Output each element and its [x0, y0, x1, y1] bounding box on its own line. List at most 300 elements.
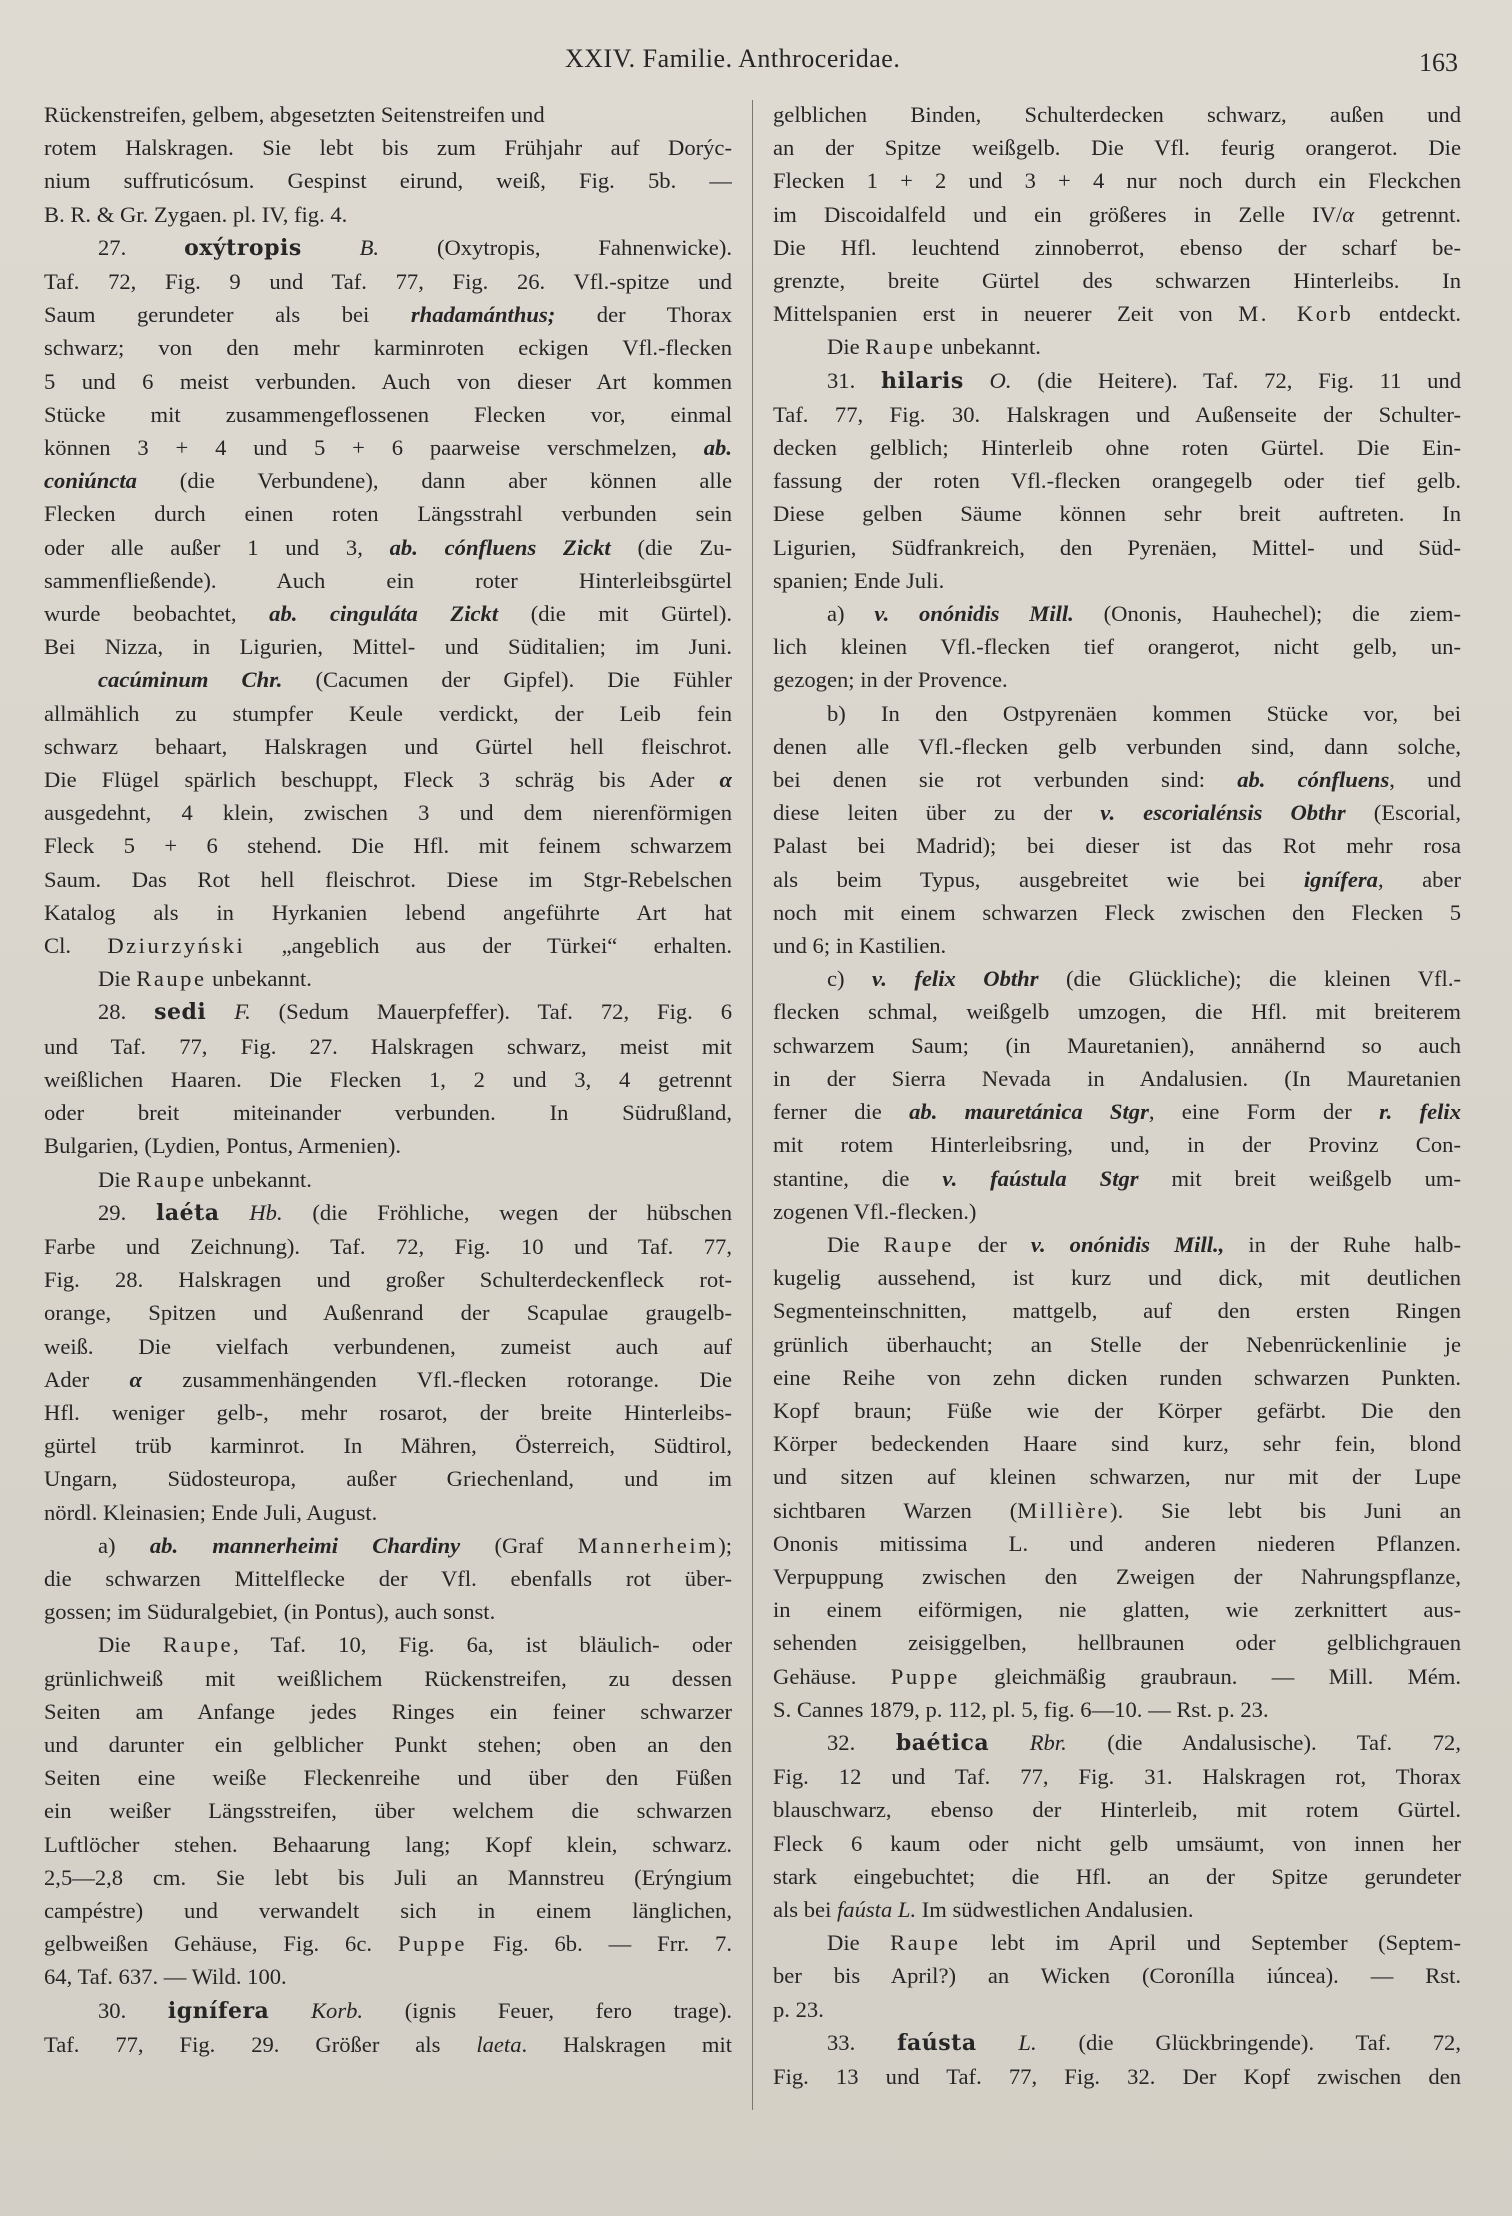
- text-line: [44, 198, 732, 231]
- text-run: ab. mauretánica Stgr: [909, 1099, 1149, 1125]
- text-run: Mannerheim: [577, 1532, 719, 1558]
- text-line: [44, 1728, 732, 1761]
- text-line: [44, 1562, 732, 1595]
- text-run: Die: [827, 1231, 884, 1257]
- text-line: [44, 962, 732, 995]
- text-run: 5 und 6 meist verbunden. Auch von dieser Art kommen: [44, 368, 732, 394]
- text-run: ab. cinguláta Zickt: [269, 601, 499, 627]
- text-run: zusammenhängenden Vfl.-flecken rotorange. Die: [142, 1366, 732, 1392]
- text-line: [773, 1527, 1461, 1560]
- text-run: gürtel trüb karminrot. In Mähren, Österreich, Südtirol,: [44, 1433, 732, 1459]
- text-line: [44, 1462, 732, 1495]
- text-line: [44, 265, 732, 298]
- text-line: [44, 1129, 732, 1162]
- text-run: bei denen sie rot verbunden sind:: [773, 767, 1238, 793]
- text-line: [773, 1427, 1461, 1460]
- text-run: grünlich überhaucht; an Stelle der Nebenrückenlinie je: [773, 1331, 1461, 1357]
- text-run: 31.: [827, 367, 881, 393]
- text-line: [44, 131, 732, 164]
- text-run: α: [129, 1366, 142, 1392]
- text-line: [773, 896, 1461, 929]
- text-run: Raupe: [136, 1166, 207, 1192]
- text-run: grenzte, breite Gürtel des schwarzen Hinterleibs. In: [773, 268, 1461, 294]
- text-run: ein weißer Längsstreifen, über welchem die schwarzen: [44, 1798, 732, 1824]
- text-run: Farbe und Zeichnung). Taf. 72, Fig. 10 und Taf. 77,: [44, 1233, 732, 1259]
- text-line: [773, 1095, 1461, 1128]
- text-line: [773, 763, 1461, 796]
- text-line: [44, 1861, 732, 1894]
- text-run: [989, 1730, 1030, 1755]
- text-run: faústa: [897, 2029, 977, 2056]
- text-run: fassung der roten Vfl.-flecken orangegelb oder tief gelb.: [773, 468, 1461, 494]
- text-line: [773, 264, 1461, 297]
- text-run: schwarzem Saum; (in Mauretanien), annähernd so auch: [773, 1032, 1461, 1058]
- text-run: F.: [234, 999, 251, 1025]
- text-line: [773, 1993, 1461, 2026]
- text-run: Raupe: [162, 1632, 234, 1658]
- text-run: b) In den Ostpyrenäen kommen Stücke vor, bei: [827, 700, 1461, 726]
- text-run: Die: [827, 1930, 891, 1956]
- text-run: Fig. 6b. — Frr. 7.: [466, 1931, 732, 1957]
- text-run: ignífera: [1303, 866, 1378, 892]
- text-run: [269, 1998, 311, 2023]
- text-line: [44, 863, 732, 896]
- text-run: Die Hfl. leuchtend zinnoberrot, ebenso der scharf be-: [773, 234, 1461, 260]
- text-run: v. escorialénsis Obthr: [1100, 800, 1346, 826]
- text-run: Fleck 5 + 6 stehend. Die Hfl. mit feinem schwarzem: [44, 833, 732, 859]
- text-line: [44, 630, 732, 663]
- text-run: Die: [98, 1632, 163, 1658]
- text-run: Raupe: [136, 966, 207, 992]
- text-run: , und: [1389, 767, 1461, 793]
- text-line: [44, 597, 732, 630]
- text-line: [44, 497, 732, 530]
- text-run: sammenfließende). Auch ein roter Hinterleibsgürtel: [44, 567, 732, 593]
- text-run: B. R. & Gr. Zygaen. pl. IV, fig. 4.: [44, 201, 348, 227]
- text-line: [773, 198, 1461, 231]
- text-run: in einem eiförmigen, nie glatten, wie zerknittert aus-: [773, 1597, 1461, 1623]
- text-line: [773, 995, 1461, 1028]
- text-line: [44, 1994, 732, 2028]
- text-run: (die Verbundene), dann aber können alle: [136, 468, 732, 494]
- text-line: [773, 297, 1461, 330]
- text-run: faústa L.: [837, 1896, 917, 1922]
- text-run: α: [1342, 201, 1355, 227]
- text-run: und 6; in Kastilien.: [773, 933, 947, 959]
- text-run: der Thorax: [555, 302, 732, 328]
- text-run: gossen; im Süduralgebiet, (in Pontus), auch sonst.: [44, 1599, 496, 1625]
- text-run: L.: [1018, 2029, 1037, 2055]
- text-run: spanien; Ende Juli.: [773, 567, 945, 593]
- text-line: [44, 1595, 732, 1628]
- text-run: (die Fröhliche, wegen der hübschen: [282, 1199, 732, 1225]
- text-run: ferner die: [773, 1099, 910, 1125]
- text-run: ab. cónfluens: [1237, 767, 1390, 793]
- text-run: lich kleinen Vfl.-flecken tief orangerot, nicht gelb, un-: [773, 634, 1461, 660]
- text-run: Fig. 28. Halskragen und großer Schulterdeckenfleck rot-: [44, 1267, 732, 1293]
- text-run: );: [718, 1532, 732, 1558]
- text-line: [773, 2060, 1461, 2093]
- text-line: [773, 1726, 1461, 1760]
- text-run: ab.: [703, 435, 732, 461]
- text-run: sedi: [154, 999, 207, 1026]
- text-line: [44, 98, 732, 131]
- text-line: [44, 431, 732, 464]
- text-run: „angeblich aus der Türkei“ erhalten.: [245, 933, 732, 959]
- text-line: [44, 1894, 732, 1927]
- text-run: rhadamánthus;: [410, 302, 556, 328]
- text-run: noch mit einem schwarzen Fleck zwischen den Flecken 5: [773, 899, 1461, 925]
- text-run: [220, 1200, 250, 1225]
- text-run: oder breit miteinander verbunden. In Südrußland,: [44, 1100, 732, 1126]
- text-run: (die mit Gürtel).: [498, 601, 732, 627]
- text-run: allmählich zu stumpfer Keule verdickt, der Leib fein: [44, 700, 732, 726]
- text-run: mit breit weißgelb um-: [1138, 1165, 1461, 1191]
- text-line: [773, 564, 1461, 597]
- text-run: sehenden zeisiggelben, hellbraunen oder gelblichgrauen: [773, 1630, 1461, 1656]
- column-divider: [752, 100, 753, 2110]
- text-run: eine Reihe von zehn dicken runden schwarzen Punkten.: [773, 1364, 1461, 1390]
- text-run: Hfl. weniger gelb-, mehr rosarot, der breite Hinterleibs-: [44, 1399, 732, 1425]
- text-run: coniúncta: [44, 468, 137, 494]
- text-line: [44, 829, 732, 862]
- text-run: α: [719, 767, 732, 793]
- text-line: [773, 863, 1461, 896]
- text-line: [44, 1163, 732, 1196]
- text-run: (Ononis, Hauhechel); die ziem-: [1073, 601, 1461, 627]
- text-run: in der Sierra Nevada in Andalusien. (In Mauretanien: [773, 1065, 1461, 1091]
- text-line: [44, 1927, 732, 1960]
- text-run: (ignis Feuer, fero trage).: [363, 1997, 732, 2023]
- text-line: [773, 1128, 1461, 1161]
- text-run: Ligurien, Südfrankreich, den Pyrenäen, Mittel- und Süd-: [773, 534, 1461, 560]
- text-run: im Discoidalfeld und ein größeres in Zelle IV/: [773, 201, 1343, 227]
- text-line: [773, 1062, 1461, 1095]
- text-run: [206, 999, 234, 1024]
- text-line: [44, 730, 732, 763]
- text-run: stark eingebuchtet; die Hfl. an der Spitze gerundeter: [773, 1863, 1461, 1889]
- text-run: Im südwestlichen Andalusien.: [916, 1896, 1194, 1922]
- text-run: 30.: [98, 1997, 168, 2023]
- text-run: ignífera: [167, 1997, 270, 2024]
- text-line: [44, 1396, 732, 1429]
- text-run: stantine, die: [773, 1165, 943, 1191]
- text-line: [773, 730, 1461, 763]
- text-line: [44, 1960, 732, 1993]
- text-line: [44, 1794, 732, 1827]
- text-run: entdeckt.: [1353, 301, 1461, 327]
- text-line: [44, 1030, 732, 1063]
- text-line: [773, 330, 1461, 363]
- text-run: lebt im April und September (Septem-: [960, 1930, 1461, 1956]
- text-line: [773, 231, 1461, 264]
- text-run: O.: [989, 367, 1012, 393]
- text-run: 32.: [827, 1729, 896, 1755]
- text-run: Ader: [44, 1366, 130, 1392]
- text-run: Die Flügel spärlich beschuppt, Fleck 3 schräg bis Ader: [44, 767, 720, 793]
- text-run: Rückenstreifen, gelbem, abgesetzten Seitenstreifen und: [44, 102, 545, 127]
- text-run: [977, 2030, 1019, 2055]
- text-line: [773, 1228, 1461, 1261]
- text-run: Fig. 12 und Taf. 77, Fig. 31. Halskragen rot, Thorax: [773, 1764, 1461, 1790]
- text-run: ab. cónfluens Zickt: [389, 534, 611, 560]
- text-run: Gehäuse.: [773, 1663, 891, 1689]
- text-run: Ononis mitissima L. und anderen niederen Pflanzen.: [773, 1530, 1461, 1556]
- text-line: [773, 1760, 1461, 1793]
- text-run: Flecken durch einen roten Längsstrahl verbunden sein: [44, 501, 732, 527]
- text-run: [964, 368, 990, 393]
- text-run: schwarz; von den mehr karminroten eckigen Vfl.-flecken: [44, 335, 732, 361]
- text-run: v. onónidis Mill.: [874, 601, 1074, 627]
- text-run: (Sedum Mauerpfeffer). Taf. 72, Fig. 6: [250, 999, 732, 1025]
- text-line: [44, 1363, 732, 1396]
- text-run: Taf. 77, Fig. 29. Größer als: [44, 2031, 477, 2057]
- text-run: Ungarn, Südosteuropa, außer Griechenland, und im: [44, 1466, 732, 1492]
- text-run: (Graf: [460, 1532, 578, 1558]
- text-line: [44, 1761, 732, 1794]
- text-line: [773, 929, 1461, 962]
- text-line: [773, 1893, 1461, 1926]
- text-line: [44, 796, 732, 829]
- text-line: [773, 1195, 1461, 1228]
- text-run: ). Sie lebt bis Juni an: [1110, 1497, 1461, 1523]
- text-run: ber bis April?) an Wicken (Coronílla iúncea). — Rst.: [773, 1963, 1461, 1989]
- text-run: Dziurzyński: [107, 933, 246, 959]
- text-run: Seiten eine weiße Fleckenreihe und über den Füßen: [44, 1765, 732, 1791]
- text-line: [44, 1628, 732, 1661]
- text-run: 27.: [98, 234, 185, 260]
- text-line: [44, 531, 732, 564]
- text-run: Verpuppung zwischen den Zweigen der Nahrungspflanze,: [773, 1563, 1461, 1589]
- text-run: (die Glückliche); die kleinen Vfl.-: [1038, 966, 1461, 992]
- text-line: [44, 1330, 732, 1363]
- text-run: decken gelblich; Hinterleib ohne roten Gürtel. Die Ein-: [773, 435, 1461, 461]
- text-run: Flecken 1 + 2 und 3 + 4 nur noch durch ein Fleckchen: [773, 168, 1461, 194]
- text-run: Palast bei Madrid); bei dieser ist das Rot mehr rosa: [773, 833, 1461, 859]
- text-run: an der Spitze weißgelb. Die Vfl. feurig orangerot. Die: [773, 135, 1461, 161]
- text-line: [773, 1494, 1461, 1527]
- text-run: flecken schmal, weißgelb umzogen, die Hfl. mit breiterem: [773, 999, 1461, 1025]
- text-run: Cl.: [44, 933, 108, 959]
- text-run: v. felix Obthr: [872, 966, 1039, 992]
- text-line: [44, 1429, 732, 1462]
- text-run: (Escorial,: [1345, 800, 1461, 826]
- text-run: die schwarzen Mittelflecke der Vfl. ebenfalls rot über-: [44, 1565, 732, 1591]
- text-run: (die Andalusische). Taf. 72,: [1066, 1729, 1461, 1755]
- text-run: unbekannt.: [206, 1166, 312, 1192]
- text-line: [773, 630, 1461, 663]
- text-line: [44, 995, 732, 1029]
- text-run: Segmenteinschnitten, mattgelb, auf den ersten Ringen: [773, 1298, 1461, 1324]
- text-run: (Cacumen der Gipfel). Die Fühler: [282, 667, 732, 693]
- text-run: wurde beobachtet,: [44, 601, 270, 627]
- text-line: [773, 962, 1461, 995]
- text-run: ab. mannerheimi Chardiny: [149, 1532, 461, 1558]
- text-run: Katalog als in Hyrkanien lebend angeführte Art hat: [44, 899, 732, 925]
- text-run: Seiten am Anfange jedes Ringes ein feiner schwarzer: [44, 1698, 732, 1724]
- text-line: [44, 1496, 732, 1529]
- text-line: [773, 1261, 1461, 1294]
- text-run: blauschwarz, ebenso der Hinterleib, mit rotem Gürtel.: [773, 1797, 1461, 1823]
- text-run: r. felix: [1379, 1099, 1461, 1125]
- text-line: [44, 231, 732, 265]
- text-run: orange, Spitzen und Außenrand der Scapulae graugelb-: [44, 1300, 732, 1326]
- text-line: [44, 663, 732, 696]
- text-run: Hb.: [249, 1199, 283, 1225]
- text-run: 33.: [827, 2029, 898, 2055]
- text-run: , eine Form der: [1148, 1099, 1380, 1125]
- text-line: [44, 896, 732, 929]
- text-line: [773, 531, 1461, 564]
- text-run: hilaris: [880, 367, 964, 394]
- text-run: rotem Halskragen. Sie lebt bis zum Frühjahr auf Dorýc-: [44, 135, 732, 161]
- text-run: Fleck 6 kaum oder nicht gelb umsäumt, von innen her: [773, 1830, 1461, 1856]
- text-line: [773, 464, 1461, 497]
- text-line: [773, 398, 1461, 431]
- text-run: campéstre) und verwandelt sich in einem länglichen,: [44, 1897, 732, 1923]
- text-run: Bulgarien, (Lydien, Pontus, Armenien).: [44, 1133, 402, 1159]
- text-line: [44, 1096, 732, 1129]
- text-line: [773, 1560, 1461, 1593]
- text-run: Saum. Das Rot hell fleischrot. Diese im Stgr-Rebelschen: [44, 866, 732, 892]
- text-run: und Taf. 77, Fig. 27. Halskragen schwarz, meist mit: [44, 1033, 732, 1059]
- text-run: , aber: [1377, 866, 1461, 892]
- text-run: M. Korb: [1238, 301, 1354, 327]
- text-run: Puppe: [397, 1931, 467, 1957]
- text-run: c): [827, 966, 873, 992]
- text-run: Rbr.: [1029, 1729, 1067, 1755]
- text-line: [44, 2028, 732, 2061]
- text-run: Raupe: [883, 1231, 954, 1257]
- text-line: [44, 298, 732, 331]
- text-run: der: [953, 1231, 1031, 1257]
- text-line: [773, 1860, 1461, 1893]
- text-line: [773, 1294, 1461, 1327]
- text-line: [773, 131, 1461, 164]
- text-run: gelbweißen Gehäuse, Fig. 6c.: [44, 1931, 398, 1957]
- text-run: Fig. 13 und Taf. 77, Fig. 32. Der Kopf zwischen den: [773, 2063, 1461, 2089]
- text-run: v. faústula Stgr: [942, 1165, 1139, 1191]
- running-title: XXIV. Familie. Anthroceridae.: [565, 44, 901, 73]
- text-run: Mittelspanien erst in neuerer Zeit von: [773, 301, 1239, 327]
- text-run: (Oxytropis, Fahnenwicke).: [379, 234, 732, 260]
- text-run: B.: [359, 234, 380, 260]
- text-run: Bei Nizza, in Ligurien, Mittel- und Süditalien; im Juni.: [44, 634, 732, 660]
- text-run: [302, 235, 360, 260]
- text-run: weiß. Die vielfach verbundenen, zumeist auch auf: [44, 1333, 732, 1359]
- text-run: oxýtropis: [184, 234, 302, 261]
- text-run: Kopf braun; Füße wie der Körper gefärbt. Die den: [773, 1397, 1461, 1423]
- text-run: (die Glückbringende). Taf. 72,: [1036, 2029, 1461, 2055]
- text-run: sichtbaren Warzen (: [773, 1497, 1018, 1523]
- text-run: zogenen Vfl.-flecken.): [773, 1198, 977, 1224]
- text-line: [773, 1660, 1461, 1693]
- left-column: [44, 98, 732, 2061]
- text-line: [773, 164, 1461, 197]
- text-line: [773, 431, 1461, 464]
- text-line: [44, 1296, 732, 1329]
- text-run: Millière: [1017, 1497, 1111, 1523]
- text-line: [44, 1063, 732, 1096]
- text-run: gleichmäßig graubraun. — Mill. Mém.: [959, 1663, 1461, 1689]
- text-line: [44, 365, 732, 398]
- text-run: unbekannt.: [935, 334, 1041, 360]
- text-line: [773, 796, 1461, 829]
- text-run: oder alle außer 1 und 3,: [44, 534, 390, 560]
- text-run: Die: [98, 966, 137, 992]
- text-line: [44, 697, 732, 730]
- text-run: nium suffruticósum. Gespinst eirund, weiß, Fig. 5b. —: [44, 168, 732, 194]
- text-line: [773, 364, 1461, 398]
- text-run: können 3 + 4 und 5 + 6 paarweise verschmelzen,: [44, 435, 704, 461]
- text-run: als beim Typus, ausgebreitet wie bei: [773, 866, 1304, 892]
- text-run: Saum gerundeter als bei: [44, 302, 411, 328]
- text-run: nördl. Kleinasien; Ende Juli, August.: [44, 1499, 378, 1525]
- text-run: gelblichen Binden, Schulterdecken schwarz, außen und: [773, 102, 1461, 127]
- page-number: 163: [1419, 48, 1458, 77]
- text-line: [773, 1626, 1461, 1659]
- text-run: unbekannt.: [206, 966, 312, 992]
- text-line: [773, 1361, 1461, 1394]
- text-run: 64, Taf. 637. — Wild. 100.: [44, 1964, 287, 1990]
- text-run: als bei: [773, 1896, 837, 1922]
- text-line: [773, 1328, 1461, 1361]
- text-run: p. 23.: [773, 1996, 824, 2022]
- text-run: a): [827, 601, 875, 627]
- text-line: [44, 1196, 732, 1230]
- right-column: [773, 98, 1461, 2093]
- text-line: [773, 1593, 1461, 1626]
- text-run: baética: [895, 1729, 990, 1756]
- text-line: [773, 663, 1461, 696]
- text-run: denen alle Vfl.-flecken gelb verbunden sind, dann solche,: [773, 733, 1461, 759]
- text-run: Stücke mit zusammengeflossenen Flecken vor, einmal: [44, 401, 732, 427]
- text-run: Körper bedeckenden Haare sind kurz, sehr fein, blond: [773, 1431, 1461, 1457]
- text-run: weißlichen Haaren. Die Flecken 1, 2 und 3, 4 getrennt: [44, 1066, 732, 1092]
- text-run: S. Cannes 1879, p. 112, pl. 5, fig. 6—10. — Rst. p. 23.: [773, 1696, 1269, 1722]
- text-line: [773, 829, 1461, 862]
- text-line: [773, 1959, 1461, 1992]
- text-line: [44, 164, 732, 197]
- text-line: [773, 1926, 1461, 1959]
- text-line: [773, 1394, 1461, 1427]
- text-line: [773, 1029, 1461, 1062]
- text-line: [773, 98, 1461, 131]
- text-line: [44, 1230, 732, 1263]
- text-run: Raupe: [865, 334, 936, 360]
- text-run: Taf. 77, Fig. 30. Halskragen und Außenseite der Schulter-: [773, 401, 1461, 427]
- text-run: a): [98, 1532, 150, 1558]
- text-run: 29.: [98, 1199, 157, 1225]
- text-line: [44, 398, 732, 431]
- text-line: [773, 497, 1461, 530]
- text-line: [773, 1827, 1461, 1860]
- text-line: [773, 1460, 1461, 1493]
- text-run: . Halskragen mit: [521, 2031, 732, 2057]
- text-run: Taf. 72, Fig. 9 und Taf. 77, Fig. 26. Vfl.-spitze und: [44, 269, 732, 295]
- text-line: [44, 1695, 732, 1728]
- text-run: und darunter ein gelblicher Punkt stehen; oben an den: [44, 1731, 732, 1757]
- text-run: (die Zu-: [610, 534, 732, 560]
- text-line: [44, 1263, 732, 1296]
- text-line: [44, 929, 732, 962]
- text-run: Die: [98, 1166, 137, 1192]
- text-run: in der Ruhe halb-: [1224, 1231, 1461, 1257]
- text-run: Luftlöcher stehen. Behaarung lang; Kopf klein, schwarz.: [44, 1831, 732, 1857]
- text-run: ausgedehnt, 4 klein, zwischen 3 und dem nierenförmigen: [44, 800, 732, 826]
- text-run: (die Heitere). Taf. 72, Fig. 11 und: [1011, 367, 1461, 393]
- text-run: gezogen; in der Provence.: [773, 667, 1008, 693]
